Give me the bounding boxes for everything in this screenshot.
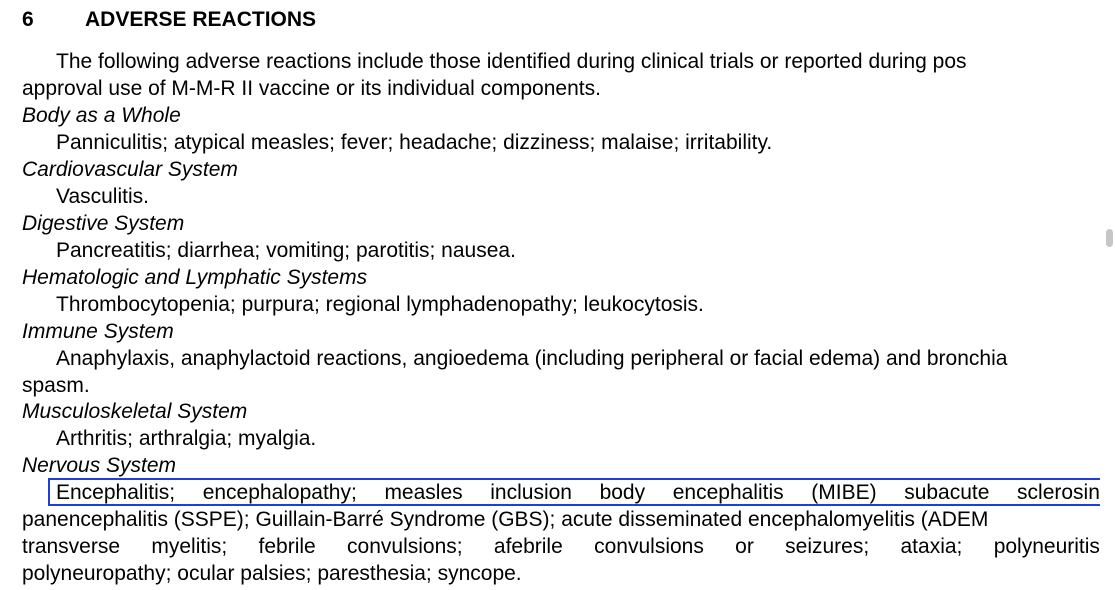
word: Encephalitis;	[56, 481, 176, 504]
category-text: Panniculitis; atypical measles; fever; headache; dizziness; malaise; irritability.	[56, 131, 773, 154]
section-title: ADVERSE REACTIONS	[85, 8, 317, 31]
category-heading: Cardiovascular System	[22, 158, 238, 181]
word: encephalitis	[672, 481, 784, 504]
section-number: 6	[22, 8, 34, 31]
nervous-line-3	[22, 533, 1100, 560]
category-text: Thrombocytopenia; purpura; regional lymphadenopathy; leukocytosis.	[56, 293, 704, 316]
nervous-line-2: panencephalitis (SSPE); Guillain-Barré Syndrome (GBS); acute disseminated encephalomyelitis (ADEM	[22, 508, 989, 531]
word: body	[599, 481, 646, 504]
intro-line-2: approval use of M-M-R II vaccine or its individual components.	[22, 77, 601, 100]
word: myelitis;	[151, 535, 228, 558]
category-text: Vasculitis.	[56, 185, 149, 208]
word: inclusion	[490, 481, 572, 504]
word: or	[735, 535, 754, 558]
category-text: Anaphylaxis, anaphylactoid reactions, angioedema (including peripheral or facial edema) and bronchia	[56, 347, 1008, 370]
word: sclerosin	[1017, 481, 1100, 504]
scrollbar-thumb[interactable]	[1106, 229, 1113, 247]
word: transverse	[22, 535, 121, 558]
category-heading: Hematologic and Lymphatic Systems	[22, 266, 368, 289]
word: ataxia;	[900, 535, 963, 558]
word: seizures;	[785, 535, 870, 558]
category-text: Pancreatitis; diarrhea; vomiting; parotitis; nausea.	[56, 239, 516, 262]
category-text-continued: spasm.	[22, 374, 90, 397]
category-text: Arthritis; arthralgia; myalgia.	[56, 427, 317, 450]
word: febrile	[258, 535, 316, 558]
word: polyneuritis	[993, 535, 1100, 558]
vertical-scrollbar[interactable]	[1100, 0, 1115, 590]
word: convulsions;	[347, 535, 463, 558]
category-heading: Nervous System	[22, 454, 177, 477]
intro-line-1: The following adverse reactions include those identified during clinical trials or reported during pos	[56, 50, 967, 73]
word: subacute	[904, 481, 990, 504]
category-heading: Digestive System	[22, 212, 185, 235]
word: measles	[384, 481, 463, 504]
word: encephalopathy;	[202, 481, 357, 504]
category-heading: Body as a Whole	[22, 104, 181, 127]
nervous-line-4: polyneuropathy; ocular palsies; paresthesia; syncope.	[22, 562, 522, 585]
selection-highlight-box	[48, 478, 1107, 506]
word: afebrile	[493, 535, 563, 558]
word: (MIBE)	[811, 481, 877, 504]
category-heading: Immune System	[22, 320, 174, 343]
section-heading	[22, 8, 316, 32]
category-heading: Musculoskeletal System	[22, 400, 248, 423]
word: convulsions	[594, 535, 704, 558]
